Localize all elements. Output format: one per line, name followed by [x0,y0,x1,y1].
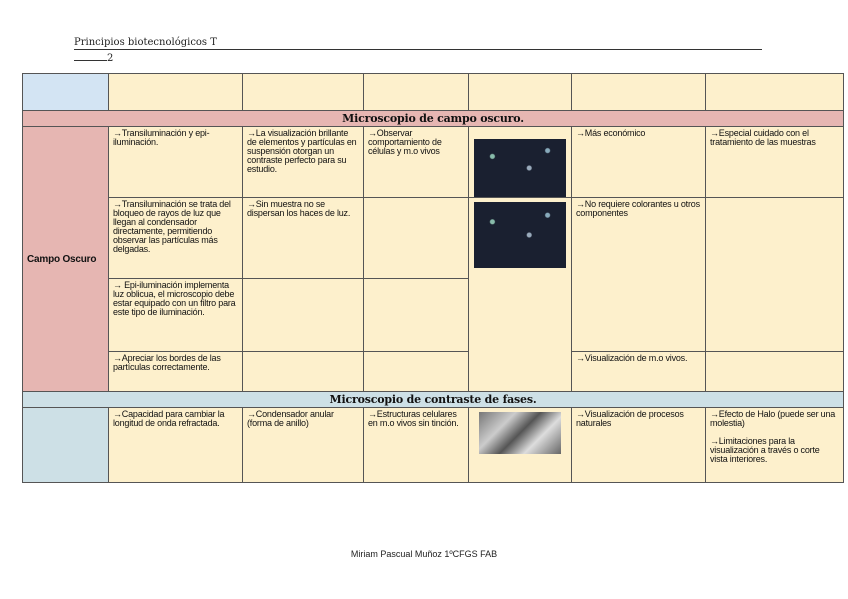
table-cell [706,408,844,483]
table-cell: →Transiluminación se trata del bloqueo de rayos de luz que llegan al condensador directamente, permitiendo observar las partículas más delgadas. [109,198,243,279]
document-footer: Miriam Pascual Muñoz 1ºCFGS FAB [350,549,498,559]
document-header-page [74,51,114,65]
header-cell-3 [243,74,364,111]
table-cell [243,279,364,352]
image-cell [469,198,572,392]
document-header-title: Principios biotecnológicos T [74,36,762,50]
header-cell-2 [109,74,243,111]
table-row [23,198,844,279]
table-cell: →Estructuras celulares en m.o vivos sin tinción. [364,408,469,483]
table-cell [706,198,844,352]
table-cell: →Observar comportamiento de células y m.o vivos [364,127,469,198]
table-cell: →Condensador anular (forma de anillo) [243,408,364,483]
table-cell [364,279,469,352]
table-cell: →No requiere colorantes u otros componentes [572,198,706,352]
header-cell-5 [469,74,572,111]
table-cell [243,352,364,392]
cell-paragraph: →Limitaciones para la visualización a través o corte vista interiores. [710,436,820,464]
table-cell: →Más económico [572,127,706,198]
header-cell-7 [706,74,844,111]
cell-paragraph: →Efecto de Halo (puede ser una molestia) [710,409,836,428]
table-cell [364,352,469,392]
dark-field-micrograph-icon [474,202,566,268]
image-cell [469,408,572,483]
table-row [23,127,844,198]
row-label-campo-oscuro: Campo Oscuro [23,127,109,392]
section-title-phase-contrast: Microscopio de contraste de fases. [23,392,844,408]
dark-field-micrograph-icon [474,139,566,197]
header-cell-1 [23,74,109,111]
table-row [23,408,844,483]
row-label-phase [23,408,109,483]
image-cell [469,127,572,198]
table-cell: →Visualización de m.o vivos. [572,352,706,392]
header-underline [74,51,107,61]
phase-contrast-micrograph-icon [479,412,561,454]
header-page-suffix: 2 [107,53,114,64]
section-title-dark-field: Microscopio de campo oscuro. [23,111,844,127]
table-cell: →Visualización de procesos naturales [572,408,706,483]
table-cell: → Epi-iluminación implementa luz oblicua, el microscopio debe estar equipado con un filtro para este tipo de iluminación. [109,279,243,352]
table-cell: →Apreciar los bordes de las partículas correctamente. [109,352,243,392]
table-cell: →Capacidad para cambiar la longitud de onda refractada. [109,408,243,483]
table-cell [706,352,844,392]
table-row [23,352,844,392]
table-cell: →Transiluminación y epi-iluminación. [109,127,243,198]
table-cell [364,198,469,279]
section-row-phase-contrast [23,392,844,408]
header-cell-6 [572,74,706,111]
table-cell: →La visualización brillante de elementos y partículas en suspensión otorgan un contraste perfecto para su estudio. [243,127,364,198]
comparison-table [22,73,844,483]
table-header-row [23,74,844,111]
table-cell: →Especial cuidado con el tratamiento de las muestras [706,127,844,198]
section-row-dark-field [23,111,844,127]
header-cell-4 [364,74,469,111]
table-cell: →Sin muestra no se dispersan los haces de luz. [243,198,364,279]
